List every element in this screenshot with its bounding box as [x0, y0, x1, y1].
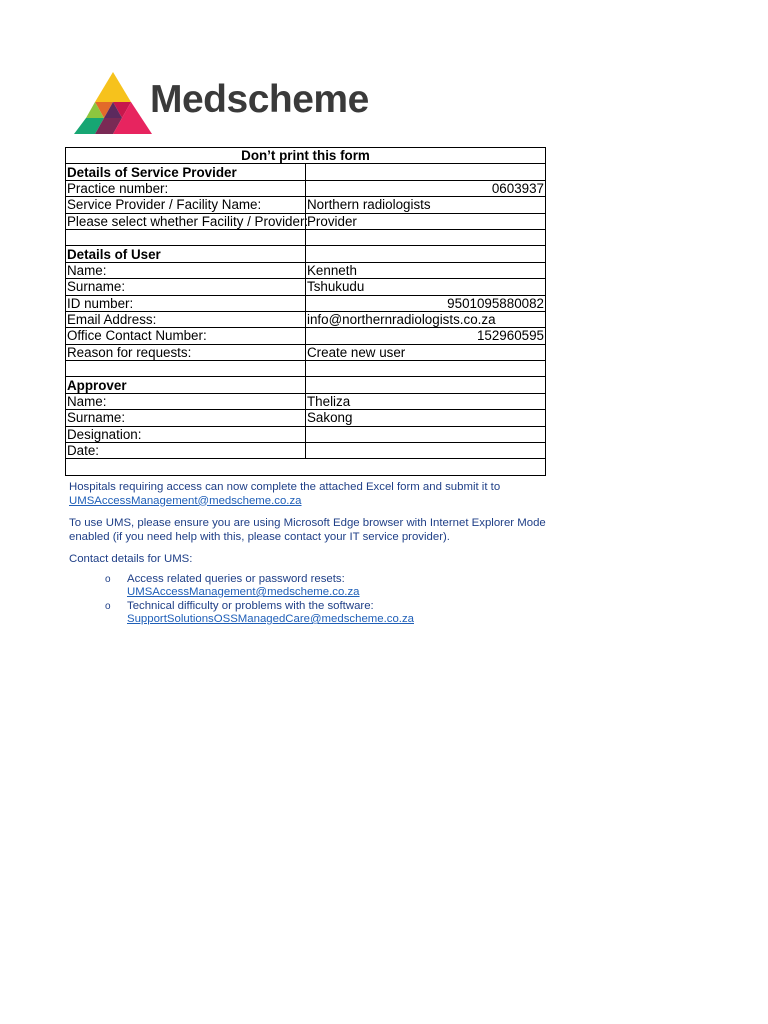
- field-value: [306, 229, 546, 245]
- field-label: Service Provider / Facility Name:: [66, 197, 306, 213]
- section-heading: Details of Service Provider: [66, 164, 306, 180]
- field-value: Create new user: [306, 344, 546, 360]
- medscheme-logo: [74, 70, 374, 136]
- field-value: [306, 361, 546, 377]
- bullet-icon: o: [105, 600, 111, 612]
- form-row: [66, 311, 546, 327]
- form-row: [66, 344, 546, 360]
- field-label: Office Contact Number:: [66, 328, 306, 344]
- form-row: [66, 426, 546, 442]
- field-label: Designation:: [66, 426, 306, 442]
- form-title-row: [66, 148, 546, 164]
- form-row: [66, 213, 546, 229]
- field-value: 0603937: [306, 180, 546, 196]
- field-value: Tshukudu: [306, 279, 546, 295]
- logo-wordmark: Medscheme: [150, 78, 369, 121]
- field-value: Kenneth: [306, 262, 546, 278]
- form-row: [66, 393, 546, 409]
- instruction-text-1: Hospitals requiring access can now complete the attached Excel form and submit it to: [69, 481, 501, 493]
- contact-item-technical: [105, 600, 549, 627]
- field-value: Theliza: [306, 393, 546, 409]
- ums-access-email-link[interactable]: UMSAccessManagement@medscheme.co.za: [69, 494, 302, 507]
- field-value: [306, 377, 546, 393]
- field-value: info@northernradiologists.co.za: [306, 311, 546, 327]
- field-value: [306, 443, 546, 459]
- field-label: ID number:: [66, 295, 306, 311]
- medscheme-logo-icon: [74, 70, 154, 136]
- form-row: [66, 410, 546, 426]
- form-row: [66, 443, 546, 459]
- form-row: [66, 246, 546, 262]
- field-value: [306, 164, 546, 180]
- form-row: [66, 180, 546, 196]
- field-label: [66, 361, 306, 377]
- form-row: [66, 377, 546, 393]
- field-label: Surname:: [66, 410, 306, 426]
- field-value: Sakong: [306, 410, 546, 426]
- access-management-email-link[interactable]: UMSAccessManagement@medscheme.co.za: [127, 586, 360, 598]
- section-heading: Approver: [66, 377, 306, 393]
- access-request-form: [65, 147, 546, 476]
- field-value: 152960595: [306, 328, 546, 344]
- form-footer-row: [66, 459, 546, 475]
- field-label: Practice number:: [66, 180, 306, 196]
- contact-item-text: Access related queries or password resets:: [127, 572, 345, 585]
- form-row: [66, 262, 546, 278]
- field-label: Name:: [66, 262, 306, 278]
- field-label: Email Address:: [66, 311, 306, 327]
- field-value: [306, 426, 546, 442]
- contact-item-text: Technical difficulty or problems with the software:: [127, 599, 374, 612]
- form-title: Don’t print this form: [66, 148, 546, 164]
- field-value: Provider: [306, 213, 546, 229]
- form-row: [66, 164, 546, 180]
- instructions: [69, 481, 549, 627]
- contact-list: [69, 573, 549, 627]
- field-label: Please select whether Facility / Provider:: [67, 213, 309, 229]
- section-heading: Details of User: [66, 246, 306, 262]
- field-label: [66, 229, 306, 245]
- form-row: [66, 229, 546, 245]
- bullet-icon: o: [105, 573, 111, 585]
- field-value: 9501095880082: [306, 295, 546, 311]
- support-solutions-email-link[interactable]: SupportSolutionsOSSManagedCare@medscheme.co.za: [127, 613, 414, 625]
- form-row: [66, 328, 546, 344]
- contact-details-heading: Contact details for UMS:: [69, 553, 193, 565]
- field-label: Date:: [66, 443, 306, 459]
- form-row: [66, 361, 546, 377]
- field-label: Surname:: [66, 279, 306, 295]
- instruction-paragraph-2: To use UMS, please ensure you are using Microsoft Edge browser with Internet Explorer Mode enabled (if you need help with this, please contact your IT service provider).: [69, 517, 546, 543]
- instruction-paragraph-1: [69, 481, 549, 508]
- form-row: [66, 197, 546, 213]
- field-value: [306, 246, 546, 262]
- field-label: Reason for requests:: [66, 344, 306, 360]
- field-label: Name:: [66, 393, 306, 409]
- contact-item-access: [105, 573, 549, 600]
- field-value: Northern radiologists: [306, 197, 546, 213]
- empty-cell: [66, 459, 546, 475]
- form-row: [66, 295, 546, 311]
- form-row: [66, 279, 546, 295]
